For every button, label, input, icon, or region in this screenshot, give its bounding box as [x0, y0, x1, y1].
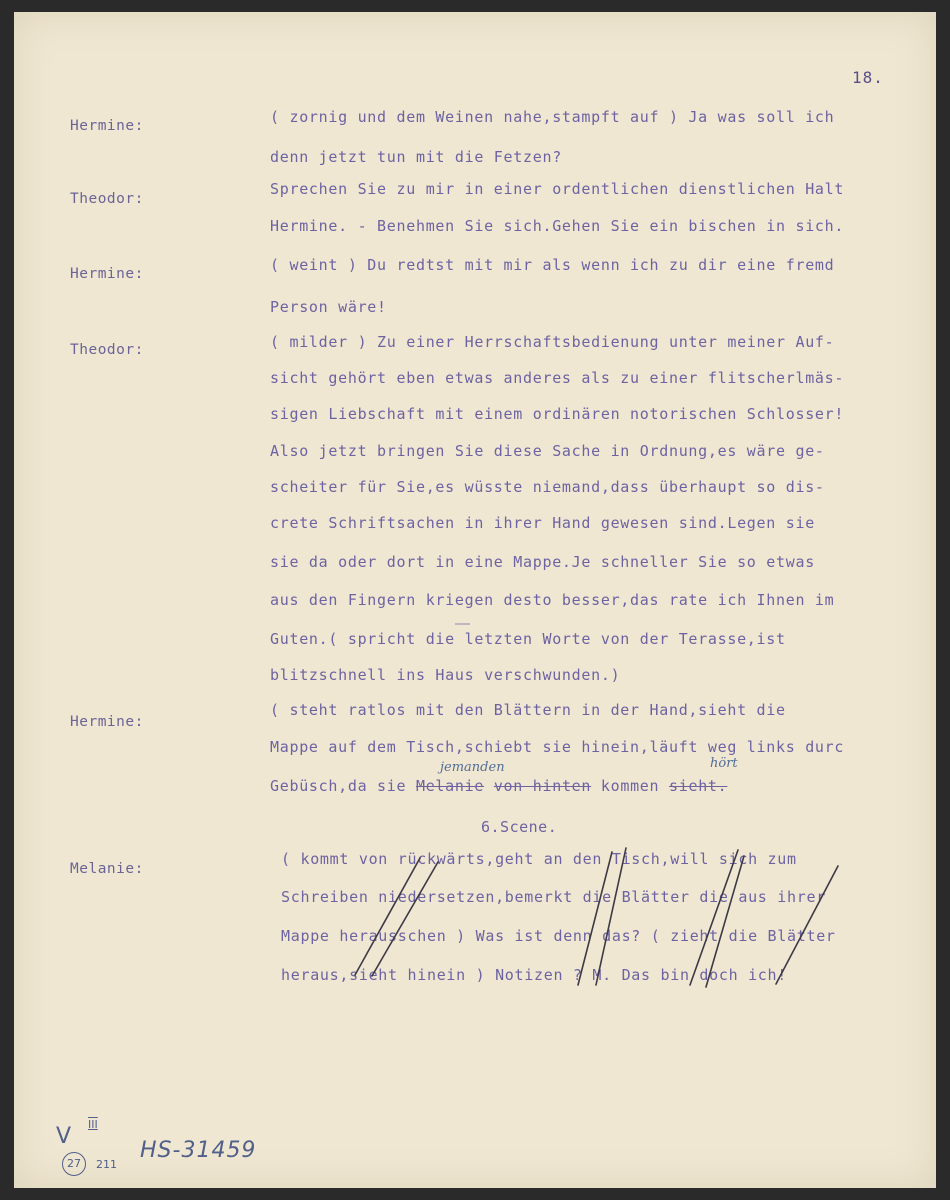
- dialogue-line: blitzschnell ins Haus verschwunden.): [270, 666, 621, 684]
- dialogue-line: crete Schriftsachen in ihrer Hand gewesen sind.Legen sie: [270, 514, 815, 532]
- dialogue-line: sicht gehört eben etwas anderes als zu einer flitscherlmäs-: [270, 369, 845, 387]
- struck-word: von hinten: [493, 777, 592, 795]
- speaker-label: Melanie:: [70, 861, 144, 877]
- scene-heading: 6.Scene.: [481, 818, 558, 836]
- dialogue-line: Mappe herausschen ) Was ist denn das? ( zieht die Blätter: [281, 927, 836, 945]
- archive-mark: V: [56, 1124, 72, 1149]
- dialogue-line: heraus,sieht hinein ) Notizen ? M. Das bin doch ich!: [281, 966, 787, 984]
- dialogue-text: kommen: [600, 777, 660, 795]
- dialogue-line: aus den Fingern kriegen desto besser,das rate ich Ihnen im: [270, 591, 835, 609]
- archive-circled-number: 27: [62, 1152, 86, 1176]
- dialogue-line: Mappe auf dem Tisch,schiebt sie hinein,läuft weg links durc: [270, 738, 845, 756]
- struck-word: Melanie: [415, 777, 485, 795]
- archive-roman-numeral: III: [88, 1118, 98, 1131]
- dialogue-line-with-edits: [270, 777, 727, 795]
- speaker-label: Hermine:: [70, 266, 144, 282]
- dialogue-line: ( milder ) Zu einer Herrschaftsbedienung unter meiner Auf-: [270, 333, 835, 351]
- dialogue-line: sie da oder dort in eine Mappe.Je schneller Sie so etwas: [270, 553, 815, 571]
- struck-word: sieht.: [669, 777, 728, 795]
- dialogue-line: ( kommt von rückwärts,geht an den Tisch,will sich zum: [281, 850, 797, 868]
- dialogue-line: Also jetzt bringen Sie diese Sache in Ordnung,es wäre ge-: [270, 442, 825, 460]
- archive-sub-number: 211: [96, 1158, 117, 1171]
- handwritten-insertion: hört: [710, 756, 738, 771]
- page-number: 18.: [852, 68, 884, 87]
- dialogue-line: ( steht ratlos mit den Blättern in der Hand,sieht die: [270, 701, 786, 719]
- dialogue-line: denn jetzt tun mit die Fetzen?: [270, 148, 562, 166]
- dialogue-line: sigen Liebschaft mit einem ordinären notorischen Schlosser!: [270, 405, 845, 423]
- inventory-number: HS-31459: [140, 1138, 257, 1163]
- dialogue-line: Guten.( spricht die letzten Worte von der Terasse,ist: [270, 630, 786, 648]
- speaker-label: Hermine:: [70, 118, 144, 134]
- speaker-label: Theodor:: [70, 191, 144, 207]
- speaker-label: Theodor:: [70, 342, 144, 358]
- dialogue-line: ( weint ) Du redtst mit mir als wenn ich zu dir eine fremd: [270, 256, 835, 274]
- speaker-label: Hermine:: [70, 714, 144, 730]
- dialogue-line: Schreiben niedersetzen,bemerkt die Blätter die aus ihrer: [281, 888, 826, 906]
- dialogue-line: Person wäre!: [270, 298, 387, 316]
- handwritten-insertion: jemanden: [440, 760, 505, 775]
- dialogue-line: Hermine. - Benehmen Sie sich.Gehen Sie ein bischen in sich.: [270, 217, 845, 235]
- dialogue-line: scheiter für Sie,es wüsste niemand,dass überhaupt so dis-: [270, 478, 825, 496]
- dialogue-text: Gebüsch,da sie: [270, 777, 407, 795]
- dialogue-line: ( zornig und dem Weinen nahe,stampft auf ) Ja was soll ich: [270, 108, 835, 126]
- dialogue-line: Sprechen Sie zu mir in einer ordentlichen dienstlichen Halt: [270, 180, 845, 198]
